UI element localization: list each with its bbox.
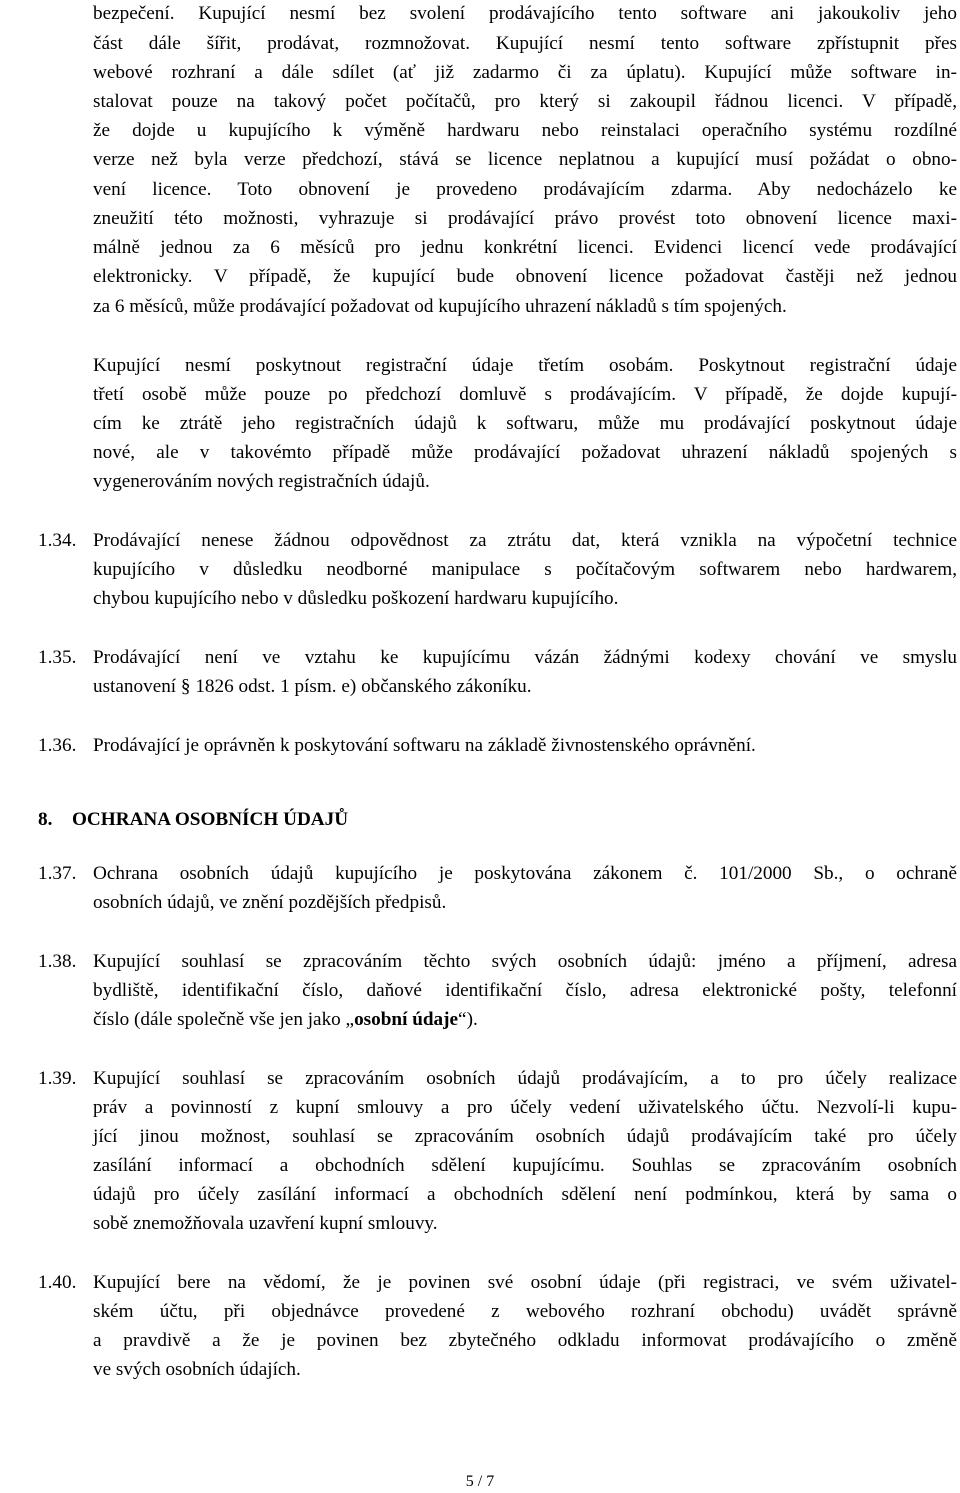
text-line: málně jednou za 6 měsíců pro jednu konkrétní licenci. Evidenci licencí vede prodávající <box>93 237 957 258</box>
clause-number: 1.40. <box>38 1272 77 1293</box>
text-line: třetí osobě může pouze po předchozí domluvě s prodávajícím. V případě, že dojde kupují- <box>93 384 957 405</box>
text-line: že dojde u kupujícího k výměně hardwaru nebo reinstalaci operačního systému rozdílné <box>93 120 957 141</box>
clause-number: 1.37. <box>38 863 77 884</box>
text-line: ustanovení § 1826 odst. 1 písm. e) občanského zákoníku. <box>93 676 532 697</box>
clause-number: 1.35. <box>38 647 77 668</box>
text-line: chybou kupujícího nebo v důsledku poškození hardwaru kupujícího. <box>93 588 619 609</box>
text-line: Prodávající není ve vztahu ke kupujícímu vázán žádnými kodexy chování ve smyslu <box>93 647 957 668</box>
text-line: bezpečení. Kupující nesmí bez svolení prodávajícího tento software ani jakoukoliv jeho <box>93 3 957 24</box>
text-line: a pravdivě a že je povinen bez zbytečného odkladu informovat prodávajícího o změně <box>93 1330 957 1351</box>
text-line: Prodávající je oprávněn k poskytování softwaru na základě živnostenského oprávnění. <box>93 735 756 756</box>
text-line: za 6 měsíců, může prodávající požadovat od kupujícího uhrazení nákladů s tím spojených. <box>93 296 787 317</box>
text-line: ve svých osobních údajích. <box>93 1359 301 1380</box>
text-line: Prodávající nenese žádnou odpovědnost za ztrátu dat, která vznikla na výpočetní technice <box>93 530 957 551</box>
text-line: část dále šířit, prodávat, rozmnožovat. Kupující nesmí tento software zpřístupnit přes <box>93 33 957 54</box>
text-line: Kupující bere na vědomí, že je povinen své osobní údaje (při registraci, ve svém uživatel- <box>93 1272 957 1293</box>
clause-number: 1.36. <box>38 735 77 756</box>
text-line: Kupující nesmí poskytnout registrační údaje třetím osobám. Poskytnout registrační údaje <box>93 355 957 376</box>
text-line: zneužití této možnosti, vyhrazuje si prodávající právo provést toto obnovení licence maxi- <box>93 208 957 229</box>
page-number: 5 / 7 <box>465 1473 495 1490</box>
text-line: bydliště, identifikační číslo, daňové identifikační číslo, adresa elektronické pošty, telefonní <box>93 980 957 1001</box>
text-line: vygenerováním nových registračních údajů. <box>93 471 430 492</box>
text-line: nové, ale v takovémto případě může prodávající požadovat uhrazení nákladů spojených s <box>93 442 957 463</box>
text-line: osobních údajů, ve znění pozdějších předpisů. <box>93 892 447 913</box>
clause-number: 1.39. <box>38 1068 77 1089</box>
text-line: sobě znemožňovala uzavření kupní smlouvy. <box>93 1213 438 1234</box>
text-line: údajů pro účely zasílání informací a obchodních sdělení není podmínkou, která by sama o <box>93 1184 957 1205</box>
text-line: práv a povinností z kupní smlouvy a pro účely vedení uživatelského účtu. Nezvolí-li kupu- <box>93 1097 957 1118</box>
section-title: OCHRANA OSOBNÍCH ÚDAJŮ <box>72 809 349 830</box>
defined-term: osobní údaje <box>354 1009 459 1030</box>
text-line: cím ke ztrátě jeho registračních údajů k softwaru, může mu prodávající poskytnout údaje <box>93 413 957 434</box>
text-line: webové rozhraní a dále sdílet (ať již zadarmo či za úplatu). Kupující může software in- <box>93 62 957 83</box>
text-line: zasílání informací a obchodních sdělení kupujícímu. Souhlas se zpracováním osobních <box>93 1155 957 1176</box>
text-line: elektronicky. V případě, že kupující bude obnovení licence požadovat častěji než jednou <box>93 266 957 287</box>
text-line: jící jinou možnost, souhlasí se zpracováním osobních údajů prodávajícím také pro účely <box>93 1126 957 1147</box>
text-line <box>93 1010 478 1029</box>
text-line: kupujícího v důsledku neodborné manipulace s počítačovým softwarem nebo hardwarem, <box>93 559 957 580</box>
text-span: “). <box>458 1009 478 1030</box>
clause-number: 1.38. <box>38 951 77 972</box>
text-line: ském účtu, při objednávce provedené z webového rozhraní obchodu) uvádět správně <box>93 1301 957 1322</box>
text-line: vení licence. Toto obnovení je provedeno prodávajícím zdarma. Aby nedocházelo ke <box>93 179 957 200</box>
text-line: Kupující souhlasí se zpracováním osobních údajů prodávajícím, a to pro účely realizace <box>93 1068 957 1089</box>
text-line: stalovat pouze na takový počet počítačů, pro který si zakoupil řádnou licenci. V případě, <box>93 91 957 112</box>
section-number: 8. <box>38 809 53 830</box>
text-line: Ochrana osobních údajů kupujícího je poskytována zákonem č. 101/2000 Sb., o ochraně <box>93 863 957 884</box>
text-span: číslo (dále společně vše jen jako „ <box>93 1009 355 1030</box>
clause-number: 1.34. <box>38 530 77 551</box>
text-line: verze než byla verze předchozí, stává se licence neplatnou a kupující musí požádat o obno- <box>93 149 957 170</box>
text-line: Kupující souhlasí se zpracováním těchto svých osobních údajů: jméno a příjmení, adresa <box>93 951 957 972</box>
